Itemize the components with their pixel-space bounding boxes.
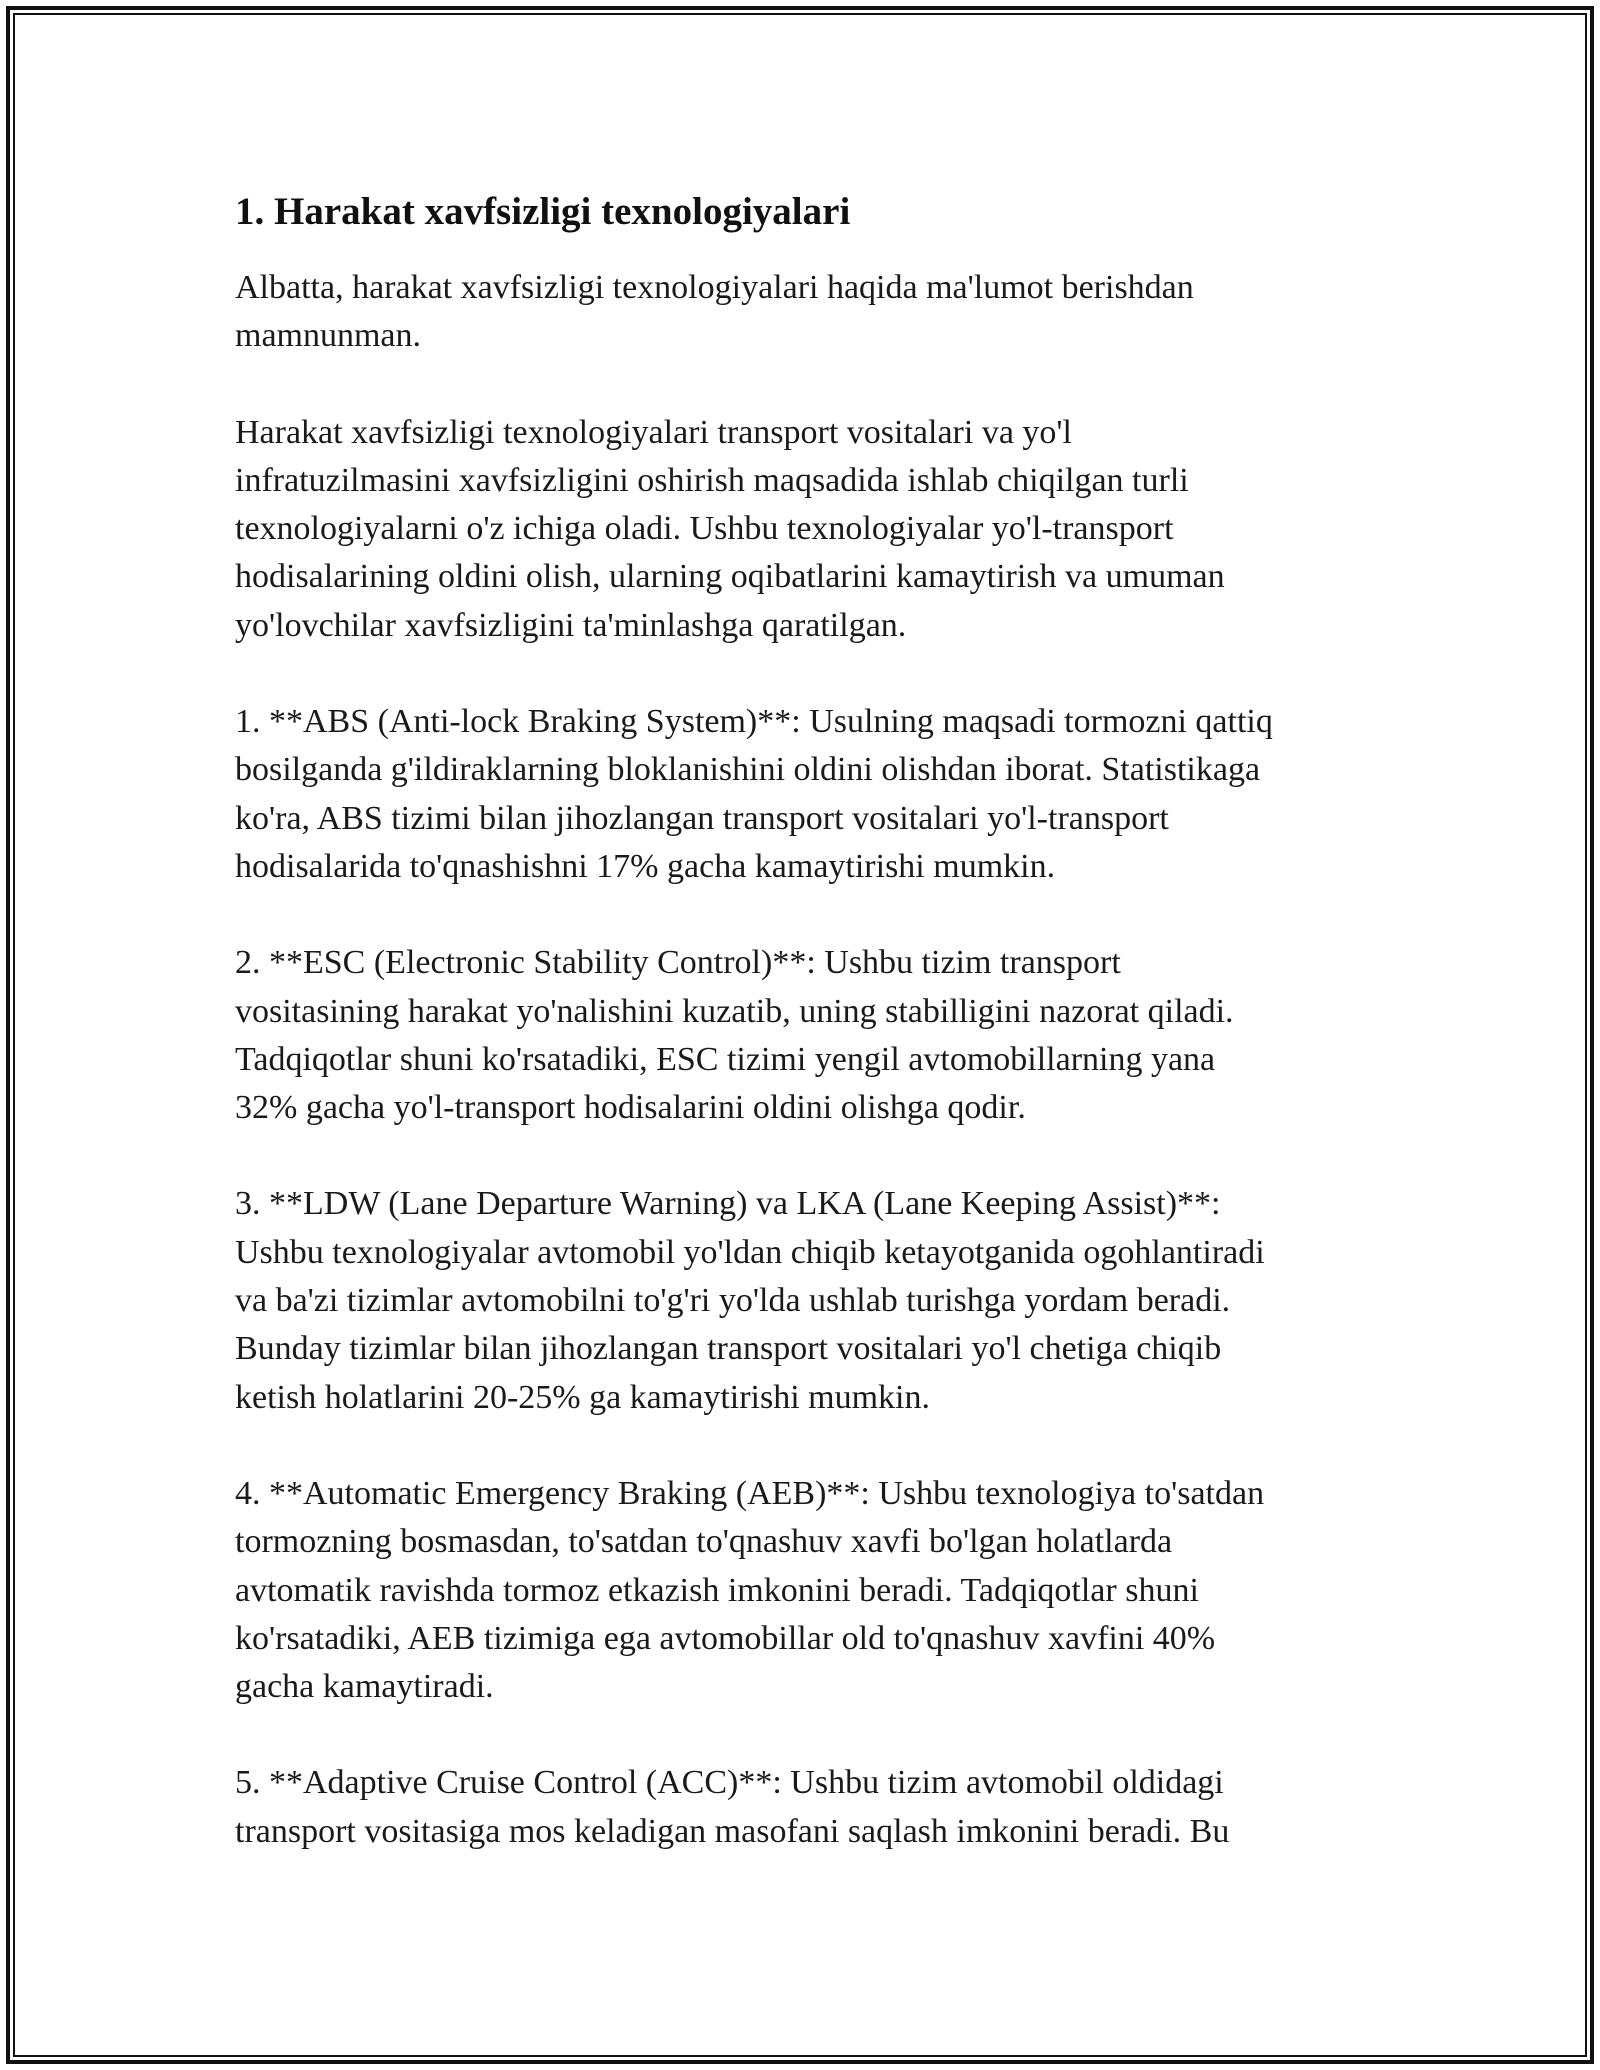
overview-paragraph: Harakat xavfsizligi texnologiyalari transport vositalari va yo'l infratuzilmasini xavfsizligini oshirish maqsadida ishlab chiqilgan turli texnologiyalarni o'z ichiga oladi. Ushbu texnologiyalar yo'l-transport hodisalarining oldini olish, ularning oqibatlarini kamaytirish va umuman yo'lovchilar xavfsizligini ta'minlashga qaratilgan. [235, 413, 1225, 644]
acc-paragraph: 5. **Adaptive Cruise Control (ACC)**: Ushbu tizim avtomobil oldidagi transport vositasiga mos keladigan masofani saqlash imkonini beradi. Bu [235, 1764, 1230, 1850]
aeb-paragraph: 4. **Automatic Emergency Braking (AEB)**: Ushbu texnologiya to'satdan tormozning bosmasdan, to'satdan to'qnashuv xavfi bo'lgan holatlarda avtomatik ravishda tormoz etkazish imkonini beradi. Tadqiqotlar shuni ko'rsatadiki, AEB tizimiga ega avtomobillar old to'qnashuv xavfini 40% gacha kamaytiradi. [235, 1474, 1265, 1706]
esc-paragraph: 2. **ESC (Electronic Stability Control)**: Ushbu tizim transport vositasining harakat yo'nalishini kuzatib, uning stabilligini nazorat qiladi. Tadqiqotlar shuni ko'rsatadiki, ESC tizimi yengil avtomobillarning yana 32% gacha yo'l-transport hodisalarini oldini olishga qodir. [235, 944, 1234, 1127]
ldw-lka-paragraph: 3. **LDW (Lane Departure Warning) va LKA (Lane Keeping Assist)**: Ushbu texnologiyalar avtomobil yo'ldan chiqib ketayotganida ogohlantiradi va ba'zi tizimlar avtomobilni to'g'ri yo'lda ushlab turishga yordam beradi. Bunday tizimlar bilan jihozlangan transport vositalari yo'l chetiga chiqib ketish holatlarini 20-25% ga kamaytirishi mumkin. [235, 1185, 1265, 1416]
abs-paragraph: 1. **ABS (Anti-lock Braking System)**: Usulning maqsadi tormozni qattiq bosilganda g'ildiraklarning bloklanishini oldini olishdan iborat. Statistikaga ko'ra, ABS tizimi bilan jihozlangan transport vositalari yo'l-transport hodisalarida to'qnashishni 17% gacha kamaytirishi mumkin. [235, 703, 1273, 885]
intro-paragraph: Albatta, harakat xavfsizligi texnologiyalari haqida ma'lumot berishdan mamnunman. [235, 269, 1194, 355]
document-body [235, 186, 1385, 1904]
document-title: 1. Harakat xavfsizligi texnologiyalari [235, 190, 851, 233]
